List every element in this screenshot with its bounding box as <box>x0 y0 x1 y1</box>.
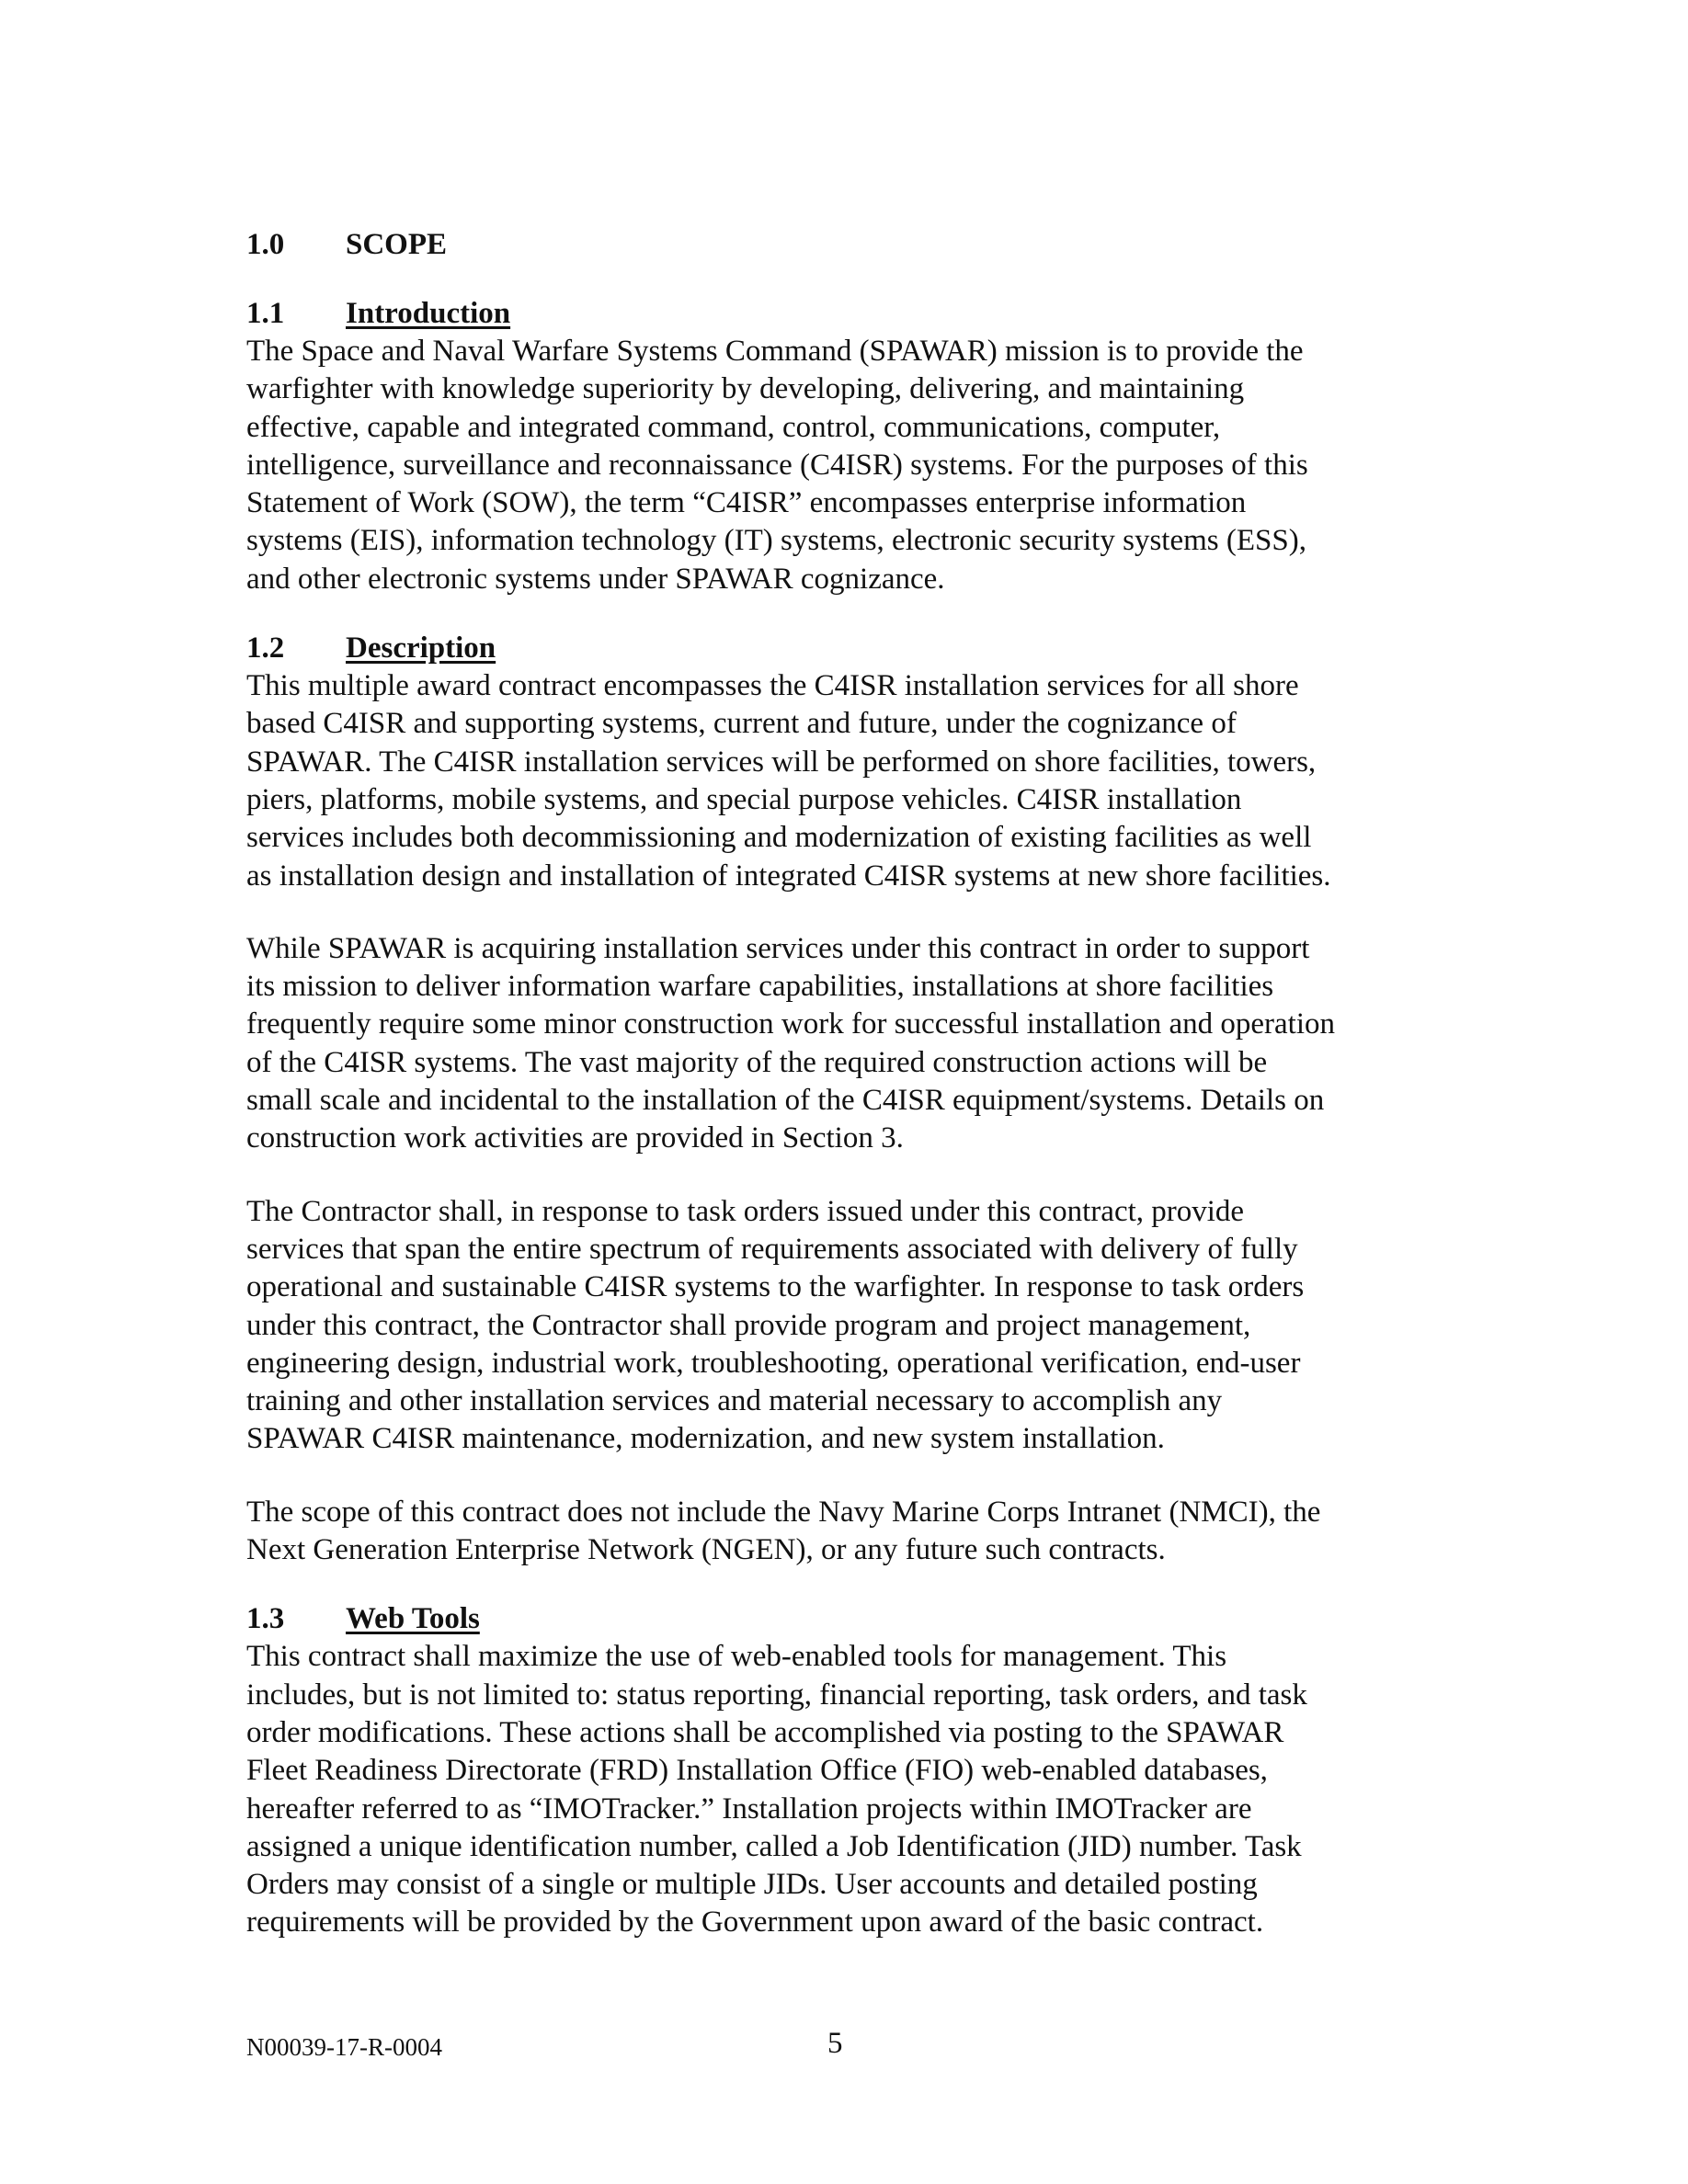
text-line: based C4ISR and supporting systems, current and future, under the cognizance of <box>246 707 1237 741</box>
section-heading-1-2 <box>246 630 1442 667</box>
introduction-paragraph <box>246 333 1442 598</box>
text-line: SPAWAR. The C4ISR installation services will be performed on shore facilities, towers, <box>246 745 1317 779</box>
text-line: and other electronic systems under SPAWAR cognizance. <box>246 562 945 596</box>
text-line: hereafter referred to as “IMOTracker.” Installation projects within IMOTracker are <box>246 1792 1252 1826</box>
description-paragraph-1 <box>246 667 1442 895</box>
document-number: N00039-17-R-0004 <box>246 2033 442 2061</box>
text-line: warfighter with knowledge superiority by developing, delivering, and maintaining <box>246 372 1245 406</box>
text-line: Statement of Work (SOW), the term “C4ISR” encompasses enterprise information <box>246 486 1247 520</box>
text-line: The Space and Naval Warfare Systems Command (SPAWAR) mission is to provide the <box>246 335 1304 368</box>
text-line: effective, capable and integrated command, control, communications, computer, <box>246 410 1221 444</box>
text-line: under this contract, the Contractor shall provide program and project management, <box>246 1308 1251 1342</box>
text-line: Fleet Readiness Directorate (FRD) Installation Office (FIO) web-enabled databases, <box>246 1754 1268 1788</box>
text-line: Next Generation Enterprise Network (NGEN), or any future such contracts. <box>246 1533 1166 1567</box>
text-line: includes, but is not limited to: status reporting, financial reporting, task orders, and task <box>246 1678 1307 1712</box>
text-line: This contract shall maximize the use of web-enabled tools for management. This <box>246 1640 1227 1674</box>
section-number: 1.3 <box>246 1602 285 1636</box>
section-heading-1-1 <box>246 295 1442 333</box>
description-paragraph-3 <box>246 1193 1442 1459</box>
text-line: frequently require some minor construction work for successful installation and operation <box>246 1007 1336 1041</box>
text-line: services includes both decommissioning and modernization of existing facilities as well <box>246 821 1312 855</box>
section-title: Introduction <box>346 297 511 330</box>
section-title: SCOPE <box>346 228 448 261</box>
text-line: systems (EIS), information technology (IT) systems, electronic security systems (ESS), <box>246 524 1306 558</box>
text-line: requirements will be provided by the Government upon award of the basic contract. <box>246 1905 1264 1939</box>
description-paragraph-4 <box>246 1494 1442 1570</box>
text-line: of the C4ISR systems. The vast majority of the required construction actions will be <box>246 1045 1268 1079</box>
text-line: assigned a unique identification number, called a Job Identification (JID) number. Task <box>246 1829 1302 1863</box>
text-line: its mission to deliver information warfare capabilities, installations at shore facilities <box>246 970 1274 1004</box>
text-line: training and other installation services and material necessary to accomplish any <box>246 1384 1223 1418</box>
section-heading-1-3 <box>246 1600 1442 1638</box>
text-line: While SPAWAR is acquiring installation services under this contract in order to support <box>246 931 1310 965</box>
section-title: Description <box>346 631 496 665</box>
section-number: 1.0 <box>246 228 285 261</box>
text-line: The Contractor shall, in response to task orders issued under this contract, provide <box>246 1194 1245 1228</box>
description-paragraph-2 <box>246 930 1442 1158</box>
section-heading-1-0 <box>246 226 1442 264</box>
text-line: order modifications. These actions shall be accomplished via posting to the SPAWAR <box>246 1715 1284 1749</box>
section-number: 1.2 <box>246 631 285 665</box>
text-line: operational and sustainable C4ISR systems to the warfighter. In response to task orders <box>246 1270 1305 1304</box>
text-line: The scope of this contract does not include the Navy Marine Corps Intranet (NMCI), the <box>246 1495 1321 1529</box>
text-line: engineering design, industrial work, troubleshooting, operational verification, end-user <box>246 1346 1301 1380</box>
text-line: SPAWAR C4ISR maintenance, modernization, and new system installation. <box>246 1422 1165 1456</box>
text-line: Orders may consist of a single or multiple JIDs. User accounts and detailed posting <box>246 1868 1258 1902</box>
document-page <box>246 226 1442 1942</box>
page-number: 5 <box>827 2027 843 2060</box>
text-line: small scale and incidental to the installation of the C4ISR equipment/systems. Details on <box>246 1084 1325 1118</box>
section-number: 1.1 <box>246 297 285 330</box>
text-line: construction work activities are provided in Section 3. <box>246 1121 904 1155</box>
text-line: This multiple award contract encompasses the C4ISR installation services for all shore <box>246 669 1299 703</box>
text-line: piers, platforms, mobile systems, and special purpose vehicles. C4ISR installation <box>246 782 1242 816</box>
text-line: as installation design and installation of integrated C4ISR systems at new shore facilities. <box>246 859 1331 893</box>
web-tools-paragraph <box>246 1638 1442 1941</box>
section-title: Web Tools <box>346 1602 480 1636</box>
text-line: intelligence, surveillance and reconnaissance (C4ISR) systems. For the purposes of this <box>246 448 1308 482</box>
text-line: services that span the entire spectrum of requirements associated with delivery of fully <box>246 1232 1298 1266</box>
